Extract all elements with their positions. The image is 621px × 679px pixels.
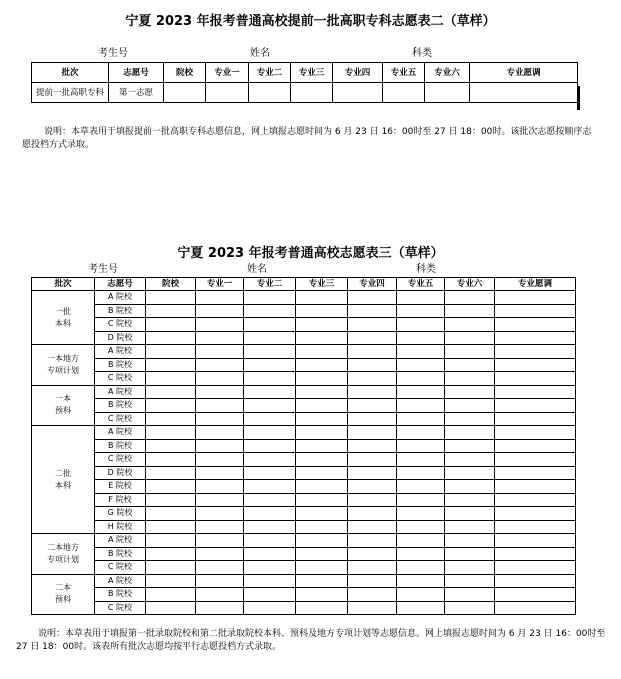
form3-input-cell[interactable] bbox=[445, 453, 495, 467]
form3-input-cell[interactable] bbox=[296, 547, 348, 561]
form3-input-cell[interactable] bbox=[244, 439, 296, 453]
form3-input-cell[interactable] bbox=[196, 372, 244, 386]
form3-input-cell[interactable] bbox=[146, 520, 196, 534]
form3-input-cell[interactable] bbox=[495, 318, 576, 332]
form3-input-cell[interactable] bbox=[244, 358, 296, 372]
form3-table-row bbox=[32, 574, 576, 588]
form3-input-cell[interactable] bbox=[445, 385, 495, 399]
form3-input-cell[interactable] bbox=[445, 399, 495, 413]
form3-header-cell: 专业三 bbox=[296, 278, 348, 291]
form3-header-cell: 专业一 bbox=[196, 278, 244, 291]
form2-choice-cell: 第一志愿 bbox=[109, 83, 164, 103]
form3-table-row bbox=[32, 493, 576, 507]
form2-input-cell[interactable] bbox=[470, 83, 578, 103]
form3-choice-cell: B 院校 bbox=[95, 358, 146, 372]
form2-header-cell: 专业五 bbox=[383, 63, 425, 83]
form3-table-row bbox=[32, 385, 576, 399]
form3-input-cell[interactable] bbox=[196, 507, 244, 521]
form3-input-cell[interactable] bbox=[296, 331, 348, 345]
form3-choice-cell: C 院校 bbox=[95, 601, 146, 615]
form3-input-cell[interactable] bbox=[445, 426, 495, 440]
form2-header-row bbox=[32, 63, 578, 83]
form3-input-cell[interactable] bbox=[146, 493, 196, 507]
form3-input-cell[interactable] bbox=[296, 345, 348, 359]
form2-input-cell[interactable] bbox=[425, 83, 470, 103]
form3-input-cell[interactable] bbox=[495, 493, 576, 507]
form3-input-cell[interactable] bbox=[445, 358, 495, 372]
form3-input-cell[interactable] bbox=[495, 547, 576, 561]
form3-input-cell[interactable] bbox=[397, 588, 445, 602]
form3-input-cell[interactable] bbox=[445, 466, 495, 480]
form3-input-cell[interactable] bbox=[296, 493, 348, 507]
form3-input-cell[interactable] bbox=[196, 588, 244, 602]
form3-input-cell[interactable] bbox=[146, 412, 196, 426]
form3-input-cell[interactable] bbox=[348, 304, 397, 318]
form3-input-cell[interactable] bbox=[495, 331, 576, 345]
form3-table-row bbox=[32, 291, 576, 305]
form3-input-cell[interactable] bbox=[397, 399, 445, 413]
form3-input-cell[interactable] bbox=[348, 601, 397, 615]
form3-input-cell[interactable] bbox=[495, 453, 576, 467]
form3-input-cell[interactable] bbox=[445, 547, 495, 561]
form3-input-cell[interactable] bbox=[196, 574, 244, 588]
form3-input-cell[interactable] bbox=[296, 318, 348, 332]
form3-batch-cell: 二本 预科 bbox=[32, 574, 95, 615]
form3-input-cell[interactable] bbox=[445, 331, 495, 345]
form3-input-cell[interactable] bbox=[146, 304, 196, 318]
form3-input-cell[interactable] bbox=[146, 601, 196, 615]
form3-input-cell[interactable] bbox=[196, 412, 244, 426]
form3-input-cell[interactable] bbox=[348, 507, 397, 521]
form3-input-cell[interactable] bbox=[146, 385, 196, 399]
form3-input-cell[interactable] bbox=[196, 547, 244, 561]
form3-choice-cell: C 院校 bbox=[95, 453, 146, 467]
form3-input-cell[interactable] bbox=[296, 426, 348, 440]
form3-input-cell[interactable] bbox=[445, 318, 495, 332]
form3-table-row bbox=[32, 358, 576, 372]
form3-input-cell[interactable] bbox=[244, 520, 296, 534]
form3-input-cell[interactable] bbox=[244, 601, 296, 615]
form3-input-cell[interactable] bbox=[348, 480, 397, 494]
form3-input-cell[interactable] bbox=[244, 304, 296, 318]
form3-input-cell[interactable] bbox=[445, 534, 495, 548]
form3-input-cell[interactable] bbox=[196, 439, 244, 453]
form3-input-cell[interactable] bbox=[244, 331, 296, 345]
form3-input-cell[interactable] bbox=[146, 561, 196, 575]
form3-input-cell[interactable] bbox=[348, 520, 397, 534]
form3-input-cell[interactable] bbox=[397, 520, 445, 534]
form3-input-cell[interactable] bbox=[348, 345, 397, 359]
form3-input-cell[interactable] bbox=[196, 453, 244, 467]
form3-input-cell[interactable] bbox=[196, 399, 244, 413]
form3-input-cell[interactable] bbox=[445, 412, 495, 426]
form3-input-cell[interactable] bbox=[196, 345, 244, 359]
form3-input-cell[interactable] bbox=[146, 358, 196, 372]
form3-input-cell[interactable] bbox=[397, 574, 445, 588]
form2-input-cell[interactable] bbox=[206, 83, 249, 103]
form3-input-cell[interactable] bbox=[244, 345, 296, 359]
form3-choice-cell: A 院校 bbox=[95, 534, 146, 548]
form3-input-cell[interactable] bbox=[445, 493, 495, 507]
form2-header-cell: 专业一 bbox=[206, 63, 249, 83]
form3-input-cell[interactable] bbox=[495, 466, 576, 480]
form3-input-cell[interactable] bbox=[445, 561, 495, 575]
form3-input-cell[interactable] bbox=[495, 304, 576, 318]
form3-input-cell[interactable] bbox=[244, 291, 296, 305]
form3-input-cell[interactable] bbox=[348, 399, 397, 413]
form3-table-row bbox=[32, 372, 576, 386]
form3-input-cell[interactable] bbox=[397, 453, 445, 467]
form3-input-cell[interactable] bbox=[296, 534, 348, 548]
form3-input-cell[interactable] bbox=[196, 493, 244, 507]
form3-input-cell[interactable] bbox=[397, 331, 445, 345]
form3-input-cell[interactable] bbox=[348, 331, 397, 345]
form3-input-cell[interactable] bbox=[196, 520, 244, 534]
form3-input-cell[interactable] bbox=[296, 574, 348, 588]
form3-input-cell[interactable] bbox=[296, 480, 348, 494]
form3-input-cell[interactable] bbox=[348, 318, 397, 332]
form3-batch-cell: 二批 本科 bbox=[32, 426, 95, 534]
form3-input-cell[interactable] bbox=[495, 574, 576, 588]
form3-input-cell[interactable] bbox=[196, 561, 244, 575]
form2-exam-no-label: 考生号 bbox=[98, 48, 128, 59]
form3-input-cell[interactable] bbox=[196, 426, 244, 440]
form2-input-cell[interactable] bbox=[333, 83, 383, 103]
form3-input-cell[interactable] bbox=[296, 588, 348, 602]
form3-input-cell[interactable] bbox=[244, 466, 296, 480]
form3-choice-cell: A 院校 bbox=[95, 291, 146, 305]
form3-input-cell[interactable] bbox=[244, 588, 296, 602]
form3-input-cell[interactable] bbox=[296, 304, 348, 318]
form3-input-cell[interactable] bbox=[296, 520, 348, 534]
form3-input-cell[interactable] bbox=[348, 291, 397, 305]
form3-input-cell[interactable] bbox=[397, 318, 445, 332]
form3-input-cell[interactable] bbox=[445, 439, 495, 453]
form3-table-row bbox=[32, 547, 576, 561]
form3-input-cell[interactable] bbox=[397, 547, 445, 561]
form3-input-cell[interactable] bbox=[196, 291, 244, 305]
form3-input-cell[interactable] bbox=[146, 372, 196, 386]
form2-subject-label: 科类 bbox=[412, 48, 432, 59]
form3-input-cell[interactable] bbox=[445, 520, 495, 534]
form3-table-row bbox=[32, 318, 576, 332]
form3-input-cell[interactable] bbox=[146, 574, 196, 588]
form3-input-cell[interactable] bbox=[296, 439, 348, 453]
form3-input-cell[interactable] bbox=[296, 412, 348, 426]
form3-input-cell[interactable] bbox=[244, 574, 296, 588]
form3-title: 宁夏 2023 年报考普通高校志愿表三（草样） bbox=[177, 246, 444, 261]
form3-choice-cell: C 院校 bbox=[95, 318, 146, 332]
form3-input-cell[interactable] bbox=[244, 561, 296, 575]
form3-input-cell[interactable] bbox=[244, 493, 296, 507]
form2-input-cell[interactable] bbox=[249, 83, 291, 103]
form3-input-cell[interactable] bbox=[244, 547, 296, 561]
form3-header-cell: 专业六 bbox=[445, 278, 495, 291]
form3-table-row bbox=[32, 480, 576, 494]
form2-header-cell: 专业三 bbox=[291, 63, 333, 83]
form3-input-cell[interactable] bbox=[348, 534, 397, 548]
form3-input-cell[interactable] bbox=[244, 426, 296, 440]
form3-input-cell[interactable] bbox=[196, 385, 244, 399]
form3-choice-cell: A 院校 bbox=[95, 345, 146, 359]
form3-choice-cell: A 院校 bbox=[95, 385, 146, 399]
form3-table-row bbox=[32, 345, 576, 359]
form3-input-cell[interactable] bbox=[296, 358, 348, 372]
form3-table bbox=[31, 277, 576, 615]
form3-input-cell[interactable] bbox=[445, 291, 495, 305]
form3-input-cell[interactable] bbox=[348, 547, 397, 561]
form3-input-cell[interactable] bbox=[445, 588, 495, 602]
form3-input-cell[interactable] bbox=[348, 426, 397, 440]
form3-input-cell[interactable] bbox=[244, 507, 296, 521]
form2-input-cell[interactable] bbox=[383, 83, 425, 103]
form3-input-cell[interactable] bbox=[397, 561, 445, 575]
form3-input-cell[interactable] bbox=[495, 399, 576, 413]
form3-input-cell[interactable] bbox=[146, 507, 196, 521]
form3-exam-no-label: 考生号 bbox=[88, 264, 118, 275]
form3-choice-cell: F 院校 bbox=[95, 493, 146, 507]
form3-input-cell[interactable] bbox=[495, 507, 576, 521]
form2-batch-cell: 提前一批高职专科 bbox=[32, 83, 109, 103]
form3-input-cell[interactable] bbox=[196, 466, 244, 480]
form3-choice-cell: C 院校 bbox=[95, 412, 146, 426]
form3-input-cell[interactable] bbox=[146, 331, 196, 345]
form3-header-cell: 专业二 bbox=[244, 278, 296, 291]
form3-input-cell[interactable] bbox=[146, 534, 196, 548]
form2-header-cell: 专业六 bbox=[425, 63, 470, 83]
form3-input-cell[interactable] bbox=[397, 601, 445, 615]
form3-input-cell[interactable] bbox=[196, 534, 244, 548]
form3-input-cell[interactable] bbox=[495, 385, 576, 399]
form3-header-cell: 批次 bbox=[32, 278, 95, 291]
form3-input-cell[interactable] bbox=[348, 385, 397, 399]
form3-table-row bbox=[32, 601, 576, 615]
form3-input-cell[interactable] bbox=[146, 426, 196, 440]
form3-input-cell[interactable] bbox=[348, 588, 397, 602]
form3-table-row bbox=[32, 304, 576, 318]
form3-batch-cell: 一本地方 专项计划 bbox=[32, 345, 95, 386]
form3-input-cell[interactable] bbox=[196, 304, 244, 318]
form3-input-cell[interactable] bbox=[495, 534, 576, 548]
form3-choice-cell: D 院校 bbox=[95, 331, 146, 345]
form3-table-row bbox=[32, 439, 576, 453]
form3-choice-cell: E 院校 bbox=[95, 480, 146, 494]
form3-input-cell[interactable] bbox=[196, 358, 244, 372]
form3-input-cell[interactable] bbox=[397, 439, 445, 453]
form3-input-cell[interactable] bbox=[445, 480, 495, 494]
form3-input-cell[interactable] bbox=[348, 453, 397, 467]
form3-input-cell[interactable] bbox=[348, 561, 397, 575]
form3-input-cell[interactable] bbox=[495, 480, 576, 494]
form3-input-cell[interactable] bbox=[296, 466, 348, 480]
form3-note: 说明：本草表用于填报第一批录取院校和第二批录取院校本科、预科及地方专项计划等志愿信息。网上填报志愿时间为 6 月 23 日 16：00时至 27 日 18：00时。该表所有批次志愿均按平行志愿投档方式录取。 bbox=[16, 629, 606, 652]
form3-input-cell[interactable] bbox=[445, 601, 495, 615]
form3-input-cell[interactable] bbox=[146, 480, 196, 494]
form3-input-cell[interactable] bbox=[495, 601, 576, 615]
form3-choice-cell: B 院校 bbox=[95, 588, 146, 602]
form3-table-row bbox=[32, 399, 576, 413]
form3-choice-cell: B 院校 bbox=[95, 304, 146, 318]
form3-input-cell[interactable] bbox=[146, 318, 196, 332]
form2-input-cell[interactable] bbox=[164, 83, 206, 103]
form2-data-row bbox=[32, 83, 578, 103]
form3-input-cell[interactable] bbox=[495, 291, 576, 305]
form3-choice-cell: G 院校 bbox=[95, 507, 146, 521]
form3-input-cell[interactable] bbox=[348, 466, 397, 480]
form3-choice-cell: C 院校 bbox=[95, 372, 146, 386]
form3-choice-cell: D 院校 bbox=[95, 466, 146, 480]
form3-input-cell[interactable] bbox=[445, 304, 495, 318]
form3-table-row bbox=[32, 520, 576, 534]
form3-choice-cell: C 院校 bbox=[95, 561, 146, 575]
form2-header-cell: 专业愿调 bbox=[470, 63, 578, 83]
form3-table-row bbox=[32, 588, 576, 602]
form3-input-cell[interactable] bbox=[397, 507, 445, 521]
form3-input-cell[interactable] bbox=[397, 534, 445, 548]
form3-input-cell[interactable] bbox=[296, 453, 348, 467]
form3-input-cell[interactable] bbox=[397, 304, 445, 318]
form3-input-cell[interactable] bbox=[495, 358, 576, 372]
form3-input-cell[interactable] bbox=[146, 466, 196, 480]
form3-input-cell[interactable] bbox=[348, 358, 397, 372]
form3-input-cell[interactable] bbox=[495, 561, 576, 575]
form3-input-cell[interactable] bbox=[146, 439, 196, 453]
form3-input-cell[interactable] bbox=[244, 480, 296, 494]
form3-input-cell[interactable] bbox=[244, 412, 296, 426]
form3-header-row bbox=[32, 278, 576, 291]
form3-input-cell[interactable] bbox=[397, 345, 445, 359]
form3-input-cell[interactable] bbox=[445, 507, 495, 521]
form3-input-cell[interactable] bbox=[146, 345, 196, 359]
form3-input-cell[interactable] bbox=[348, 439, 397, 453]
form3-choice-cell: A 院校 bbox=[95, 574, 146, 588]
form3-input-cell[interactable] bbox=[348, 412, 397, 426]
form3-input-cell[interactable] bbox=[397, 466, 445, 480]
form3-input-cell[interactable] bbox=[244, 318, 296, 332]
form3-input-cell[interactable] bbox=[196, 480, 244, 494]
form3-input-cell[interactable] bbox=[397, 385, 445, 399]
form3-input-cell[interactable] bbox=[495, 372, 576, 386]
form3-table-row bbox=[32, 412, 576, 426]
form2-table-edge bbox=[577, 86, 580, 110]
form3-input-cell[interactable] bbox=[445, 574, 495, 588]
form2-header-cell: 院校 bbox=[164, 63, 206, 83]
form3-input-cell[interactable] bbox=[146, 399, 196, 413]
form3-input-cell[interactable] bbox=[348, 493, 397, 507]
form3-input-cell[interactable] bbox=[445, 372, 495, 386]
form3-header-cell: 专业愿调 bbox=[495, 278, 576, 291]
form3-input-cell[interactable] bbox=[244, 399, 296, 413]
form3-table-row bbox=[32, 534, 576, 548]
form3-input-cell[interactable] bbox=[495, 439, 576, 453]
form3-table-row bbox=[32, 331, 576, 345]
form3-input-cell[interactable] bbox=[397, 412, 445, 426]
form3-input-cell[interactable] bbox=[244, 385, 296, 399]
form3-input-cell[interactable] bbox=[196, 318, 244, 332]
form3-header-cell: 专业四 bbox=[348, 278, 397, 291]
form3-input-cell[interactable] bbox=[196, 601, 244, 615]
form3-input-cell[interactable] bbox=[296, 385, 348, 399]
form3-input-cell[interactable] bbox=[146, 588, 196, 602]
form3-input-cell[interactable] bbox=[296, 561, 348, 575]
form2-header-cell: 专业二 bbox=[249, 63, 291, 83]
form3-header-cell: 院校 bbox=[146, 278, 196, 291]
form3-name-label: 姓名 bbox=[247, 264, 267, 275]
form3-input-cell[interactable] bbox=[495, 345, 576, 359]
form2-table bbox=[31, 62, 578, 103]
form3-input-cell[interactable] bbox=[196, 331, 244, 345]
form2-title: 宁夏 2023 年报考普通高校提前一批高职专科志愿表二（草样） bbox=[125, 14, 496, 29]
form2-input-cell[interactable] bbox=[291, 83, 333, 103]
form3-input-cell[interactable] bbox=[244, 453, 296, 467]
form3-subject-label: 科类 bbox=[416, 264, 436, 275]
form3-input-cell[interactable] bbox=[397, 493, 445, 507]
form3-input-cell[interactable] bbox=[495, 588, 576, 602]
form3-input-cell[interactable] bbox=[146, 547, 196, 561]
form3-batch-cell: 一本 预科 bbox=[32, 385, 95, 426]
form3-input-cell[interactable] bbox=[348, 574, 397, 588]
form3-input-cell[interactable] bbox=[445, 345, 495, 359]
form3-table-row bbox=[32, 426, 576, 440]
form2-note: 说明：本草表用于填报提前一批高职专科志愿信息，网上填报志愿时间为 6 月 23 日 16：00时至 27 日 18：00时。该批次志愿按顺序志愿投档方式录取。 bbox=[22, 127, 592, 150]
form2-header-cell: 专业四 bbox=[333, 63, 383, 83]
form3-input-cell[interactable] bbox=[296, 372, 348, 386]
form3-header-cell: 志愿号 bbox=[95, 278, 146, 291]
form3-choice-cell: H 院校 bbox=[95, 520, 146, 534]
form3-choice-cell: B 院校 bbox=[95, 399, 146, 413]
form3-input-cell[interactable] bbox=[397, 291, 445, 305]
form3-input-cell[interactable] bbox=[397, 358, 445, 372]
form3-input-cell[interactable] bbox=[397, 372, 445, 386]
form3-input-cell[interactable] bbox=[146, 291, 196, 305]
form3-input-cell[interactable] bbox=[296, 601, 348, 615]
form3-input-cell[interactable] bbox=[495, 520, 576, 534]
form3-input-cell[interactable] bbox=[397, 426, 445, 440]
form3-batch-cell: 一批 本科 bbox=[32, 291, 95, 345]
form3-choice-cell: B 院校 bbox=[95, 547, 146, 561]
form3-input-cell[interactable] bbox=[495, 426, 576, 440]
form3-input-cell[interactable] bbox=[296, 507, 348, 521]
form3-input-cell[interactable] bbox=[495, 412, 576, 426]
form2-header-cell: 志愿号 bbox=[109, 63, 164, 83]
form3-table-row bbox=[32, 561, 576, 575]
form3-header-cell: 专业五 bbox=[397, 278, 445, 291]
form3-choice-cell: A 院校 bbox=[95, 426, 146, 440]
form2-name-label: 姓名 bbox=[250, 48, 270, 59]
form3-input-cell[interactable] bbox=[296, 291, 348, 305]
form3-input-cell[interactable] bbox=[244, 534, 296, 548]
form3-input-cell[interactable] bbox=[397, 480, 445, 494]
form3-input-cell[interactable] bbox=[146, 453, 196, 467]
form3-table-row bbox=[32, 507, 576, 521]
form3-input-cell[interactable] bbox=[296, 399, 348, 413]
form3-table-row bbox=[32, 453, 576, 467]
form3-input-cell[interactable] bbox=[348, 372, 397, 386]
form3-choice-cell: B 院校 bbox=[95, 439, 146, 453]
form3-input-cell[interactable] bbox=[244, 372, 296, 386]
form3-table-row bbox=[32, 466, 576, 480]
form3-batch-cell: 二本地方 专项计划 bbox=[32, 534, 95, 575]
form2-header-cell: 批次 bbox=[32, 63, 109, 83]
